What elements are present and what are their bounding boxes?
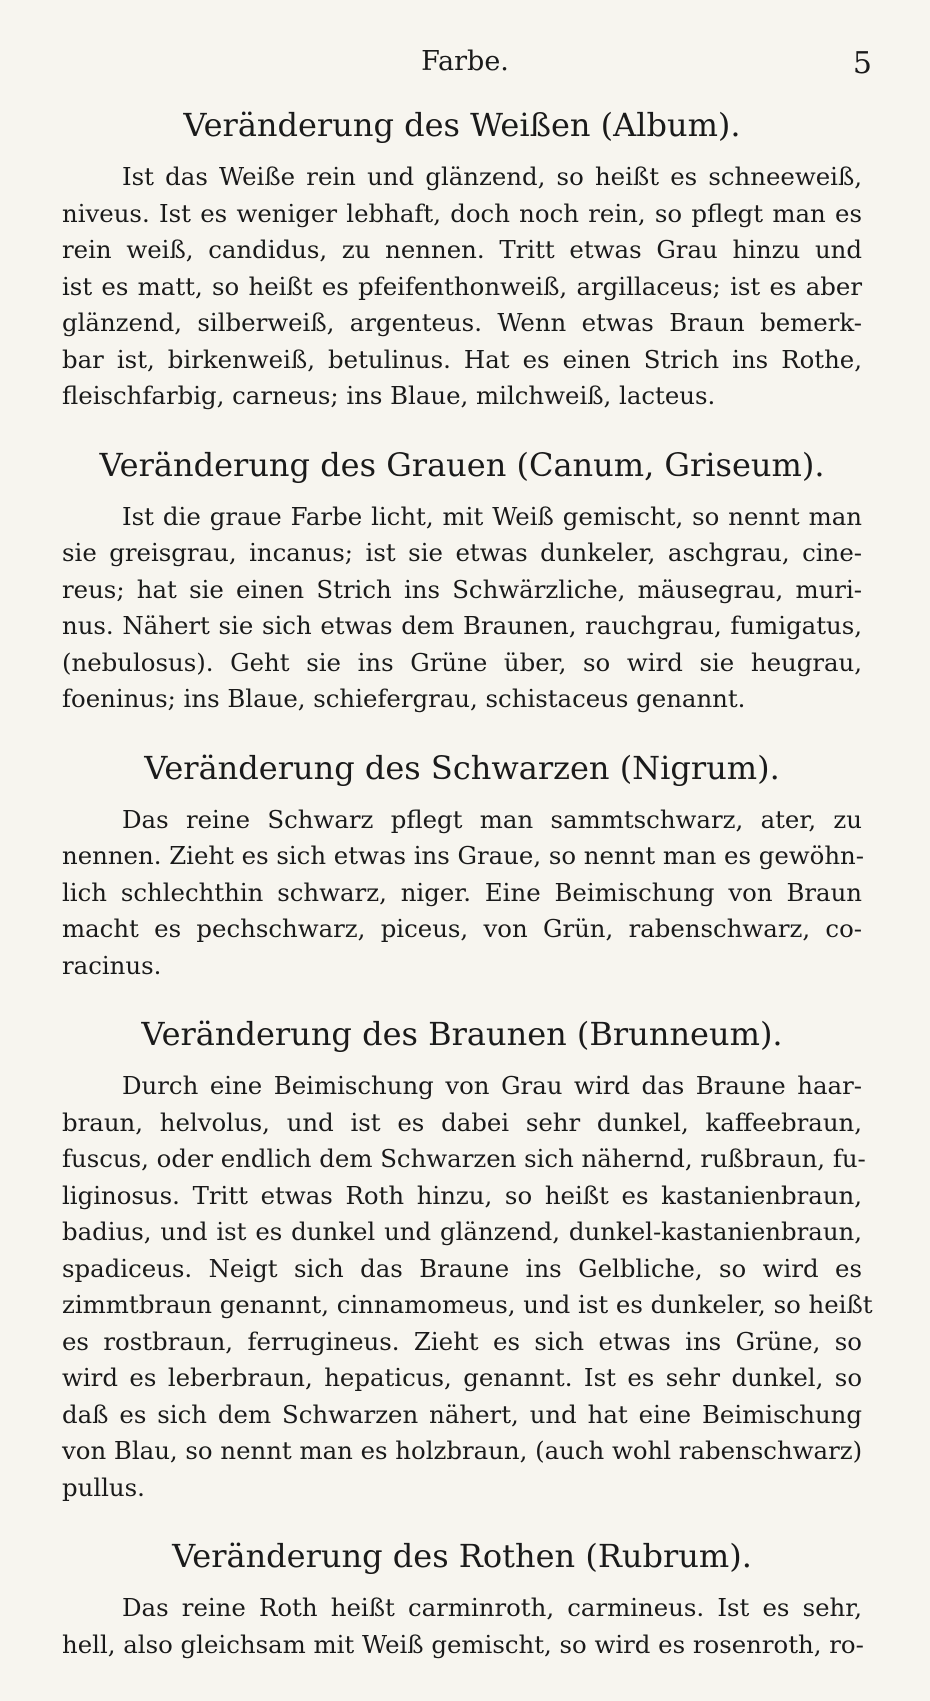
running-title: Farbe. (421, 46, 509, 77)
section-heading: Veränderung des Rothen (Rubrum). (172, 1537, 752, 1575)
text-line: fleischfarbig, carneus; ins Blaue, milchweiß, lacteus. (62, 381, 716, 410)
section-paragraph (62, 159, 862, 415)
text-line: Ist die graue Farbe licht, mit Weiß gemischt, so nennt man (122, 501, 862, 531)
text-line: daß es sich dem Schwarzen nähert, und hat eine Beimischung (62, 1399, 862, 1429)
section-paragraph (62, 802, 865, 985)
text-line: es rostbraun, ferrugineus. Zieht es sich etwas ins Grüne, so (62, 1326, 862, 1356)
text-line: glänzend, silberweiß, argenteus. Wenn etwas Braun bemerk- (62, 308, 862, 337)
text-line: bar ist, birkenweiß, betulinus. Hat es einen Strich ins Rothe, (62, 344, 862, 374)
text-line: Durch eine Beimischung von Grau wird das Braune haar- (122, 1071, 862, 1100)
section-heading: Veränderung des Braunen (Brunneum). (141, 1015, 783, 1053)
text-line: racinus. (62, 950, 162, 980)
text-line: badius, und ist es dunkel und glänzend, dunkel-kastanienbraun, (62, 1217, 862, 1246)
text-line: nennen. Zieht es sich etwas ins Graue, so nennt man es gewöhn- (62, 841, 865, 870)
text-line: von Blau, so nennt man es holzbraun, (auch wohl rabenschwarz) (62, 1436, 863, 1465)
text-line: macht es pechschwarz, piceus, von Grün, rabenschwarz, co- (62, 914, 862, 943)
section-heading: Veränderung des Weißen (Album). (183, 106, 741, 144)
text-line: fuscus, oder endlich dem Schwarzen sich nähernd, rußbraun, fu- (62, 1144, 866, 1173)
text-line: Das reine Schwarz pflegt man sammtschwarz, ater, zu (122, 804, 862, 834)
section-paragraph (62, 499, 862, 718)
page-body (62, 105, 873, 1693)
text-line: nus. Nähert sie sich etwas dem Braunen, rauchgrau, fumigatus, (62, 611, 862, 640)
page-number: 5 (852, 46, 872, 81)
text-line: wird es leberbraun, hepaticus, genannt. Ist es sehr dunkel, so (62, 1363, 862, 1392)
text-line: reus; hat sie einen Strich ins Schwärzliche, mäusegrau, muri- (62, 574, 862, 604)
text-line: liginosus. Tritt etwas Roth hinzu, so heißt es kastanienbraun, (62, 1180, 862, 1210)
section-paragraph (62, 1590, 862, 1663)
text-line: hell, also gleichsam mit Weiß gemischt, so wird es rosenroth, ro- (62, 1629, 864, 1659)
text-line: braun, helvolus, und ist es dabei sehr dunkel, kaffeebraun, (62, 1107, 862, 1137)
section-paragraph (62, 1068, 873, 1506)
text-line: foeninus; ins Blaue, schiefergrau, schistaceus genannt. (62, 684, 746, 713)
section-heading: Veränderung des Grauen (Canum, Griseum). (99, 445, 825, 484)
section-heading: Veränderung des Schwarzen (Nigrum). (144, 748, 780, 787)
text-line: Ist das Weiße rein und glänzend, so heißt es schneeweiß, (122, 162, 862, 191)
text-line: spadiceus. Neigt sich das Braune ins Gelbliche, so wird es (62, 1253, 862, 1283)
text-line: Das reine Roth heißt carminroth, carmineus. Ist es sehr, (122, 1593, 862, 1622)
text-line: lich schlechthin schwarz, niger. Eine Beimischung von Braun (62, 877, 862, 907)
text-line: ist es matt, so heißt es pfeifenthonweiß, argillaceus; ist es aber (62, 271, 862, 301)
text-line: rein weiß, candidus, zu nennen. Tritt etwas Grau hinzu und (62, 235, 862, 264)
text-line: pullus. (62, 1472, 145, 1502)
text-line: zimmtbraun genannt, cinnamomeus, und ist es dunkeler, so heißt (62, 1290, 873, 1319)
text-line: niveus. Ist es weniger lebhaft, doch noch rein, so pflegt man es (62, 198, 862, 228)
running-head (0, 46, 930, 86)
text-line: sie greisgrau, incanus; ist sie etwas dunkeler, aschgrau, cine- (62, 538, 862, 567)
text-line: (nebulosus). Geht sie ins Grüne über, so wird sie heugrau, (62, 647, 862, 677)
